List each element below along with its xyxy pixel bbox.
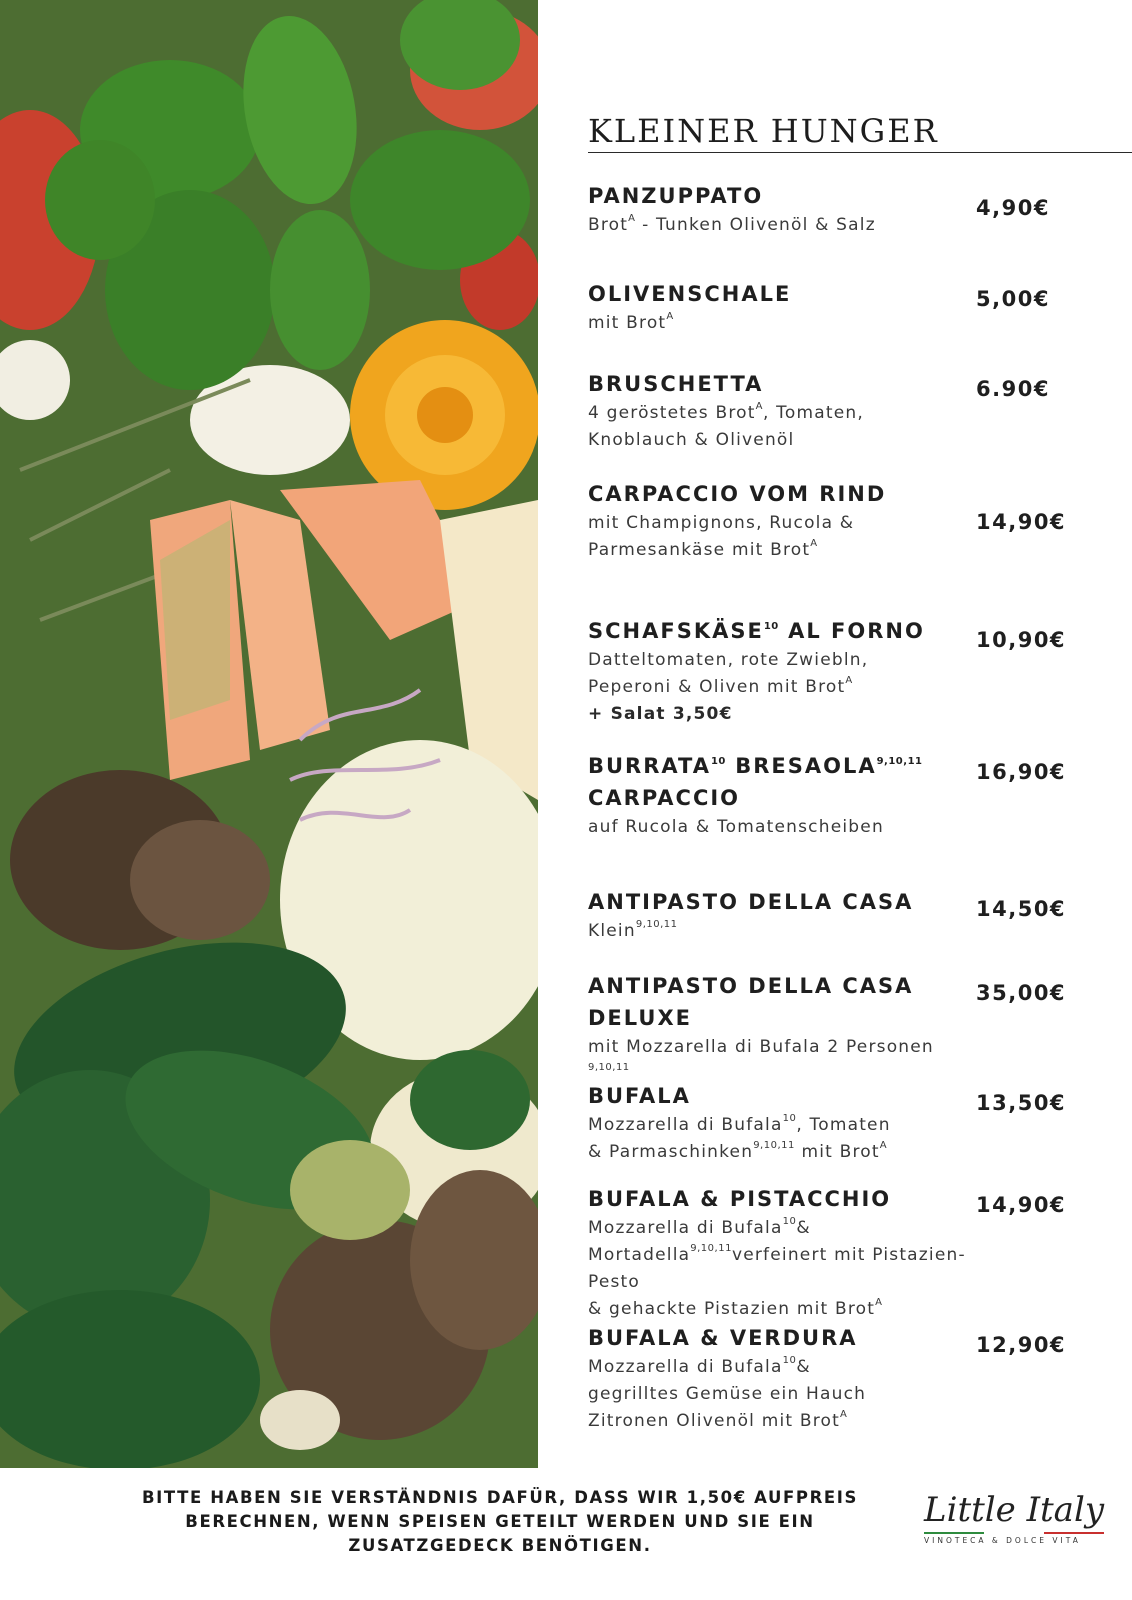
antipasti-platter-image bbox=[0, 0, 538, 1468]
item-price: 13,50€ bbox=[976, 1091, 1067, 1115]
item-description: Knoblauch & Olivenöl bbox=[588, 430, 795, 450]
item-description: & gehackte Pistazien mit Brot$^A$ bbox=[588, 1297, 883, 1319]
item-name: BUFALA & VERDURA bbox=[588, 1326, 858, 1350]
notice-line: BERECHNEN, WENN SPEISEN GETEILT WERDEN UND SIE EIN bbox=[185, 1512, 815, 1531]
item-price: 14,50€ bbox=[976, 897, 1067, 921]
item-description: Mozzarella di Bufala$^{10}$, Tomaten bbox=[588, 1113, 891, 1135]
item-description: Zitronen Olivenöl mit Brot$^A$ bbox=[588, 1409, 848, 1431]
food-photo bbox=[0, 0, 538, 1468]
item-price: 6.90€ bbox=[976, 377, 1050, 401]
notice-line: BITTE HABEN SIE VERSTÄNDNIS DAFÜR, DASS WIR 1,50€ AUFPREIS bbox=[141, 1488, 859, 1507]
item-name: BUFALA & PISTACCHIO bbox=[588, 1187, 892, 1211]
item-description: Peperoni & Oliven mit Brot$^A$ bbox=[588, 675, 853, 697]
item-name: SCHAFSKÄSE$^{10}$ AL FORNO bbox=[588, 619, 925, 643]
footer bbox=[0, 1468, 1132, 1600]
item-name: ANTIPASTO DELLA CASA bbox=[588, 890, 914, 914]
item-price: 14,90€ bbox=[976, 510, 1067, 534]
item-name: PANZUPPATO bbox=[588, 184, 764, 208]
section-title: KLEINER HUNGER bbox=[588, 112, 1132, 153]
item-description: Datteltomaten, rote Zwiebln, bbox=[588, 650, 869, 670]
item-name: ANTIPASTO DELLA CASA DELUXE bbox=[588, 974, 914, 1030]
item-price: 12,90€ bbox=[976, 1333, 1067, 1357]
item-description: auf Rucola & Tomatenscheiben bbox=[588, 817, 884, 837]
logo-name: Little Italy bbox=[924, 1490, 1105, 1530]
item-description: Mozzarella di Bufala$^{10}$& bbox=[588, 1355, 811, 1377]
item-description: Mortadella$^{9,10,11}$verfeinert mit Pistazien-Pesto bbox=[588, 1243, 966, 1292]
item-description: mit Champignons, Rucola & bbox=[588, 513, 855, 533]
logo-tagline: VINOTECA & DOLCE VITA bbox=[924, 1536, 1081, 1545]
item-price: 5,00€ bbox=[976, 287, 1050, 311]
item-name: BUFALA bbox=[588, 1084, 691, 1108]
sharing-surcharge-notice bbox=[100, 1486, 900, 1558]
menu-panel bbox=[588, 0, 1132, 1468]
item-extra: + Salat 3,50€ bbox=[588, 704, 733, 724]
item-description: Parmesankäse mit Brot$^A$ bbox=[588, 538, 818, 560]
notice-line: ZUSATZGEDECK BENÖTIGEN. bbox=[348, 1536, 652, 1555]
item-description: Mozzarella di Bufala$^{10}$& bbox=[588, 1216, 811, 1238]
flag-stripe-green bbox=[924, 1532, 984, 1534]
little-italy-logo bbox=[924, 1490, 1114, 1570]
item-description: 4 geröstetes Brot$^A$, Tomaten, bbox=[588, 401, 864, 423]
item-price: 4,90€ bbox=[976, 196, 1050, 220]
item-price: 16,90€ bbox=[976, 760, 1067, 784]
item-price: 10,90€ bbox=[976, 628, 1067, 652]
item-description: mit Mozzarella di Bufala 2 Personen $^{9,10,11}$ bbox=[588, 1037, 934, 1073]
item-price: 35,00€ bbox=[976, 981, 1067, 1005]
item-price: 14,90€ bbox=[976, 1193, 1067, 1217]
item-name: CARPACCIO VOM RIND bbox=[588, 482, 887, 506]
item-description: Brot$^A$ - Tunken Olivenöl & Salz bbox=[588, 213, 876, 235]
item-description: gegrilltes Gemüse ein Hauch bbox=[588, 1384, 867, 1404]
item-description: Klein$^{9,10,11}$ bbox=[588, 919, 678, 941]
item-description: & Parmaschinken$^{9,10,11}$ mit Brot$^A$ bbox=[588, 1140, 888, 1162]
item-description: mit Brot$^A$ bbox=[588, 311, 674, 333]
flag-stripe-red bbox=[1044, 1532, 1104, 1534]
item-name: BRUSCHETTA bbox=[588, 372, 764, 396]
item-name: OLIVENSCHALE bbox=[588, 282, 792, 306]
item-name: BURRATA$^{10}$ BRESAOLA$^{9,10,11}$ CARPACCIO bbox=[588, 754, 923, 810]
